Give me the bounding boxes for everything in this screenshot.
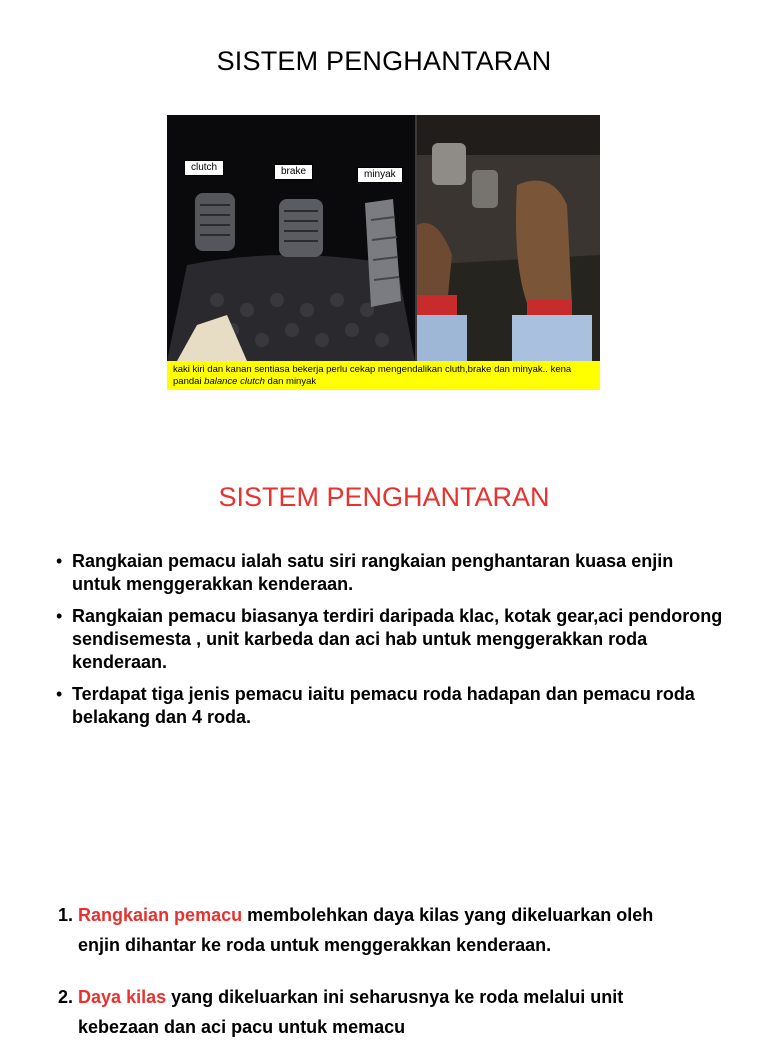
minyak-label: minyak <box>357 167 403 183</box>
bullet-text: Rangkaian pemacu ialah satu siri rangkaian penghantaran kuasa enjin untuk menggerakkan kenderaan. <box>72 551 674 594</box>
clutch-label: clutch <box>184 160 224 176</box>
pedals-illustration <box>167 115 600 390</box>
item-text-continued: kebezaan dan aci pacu untuk memacu <box>78 1017 406 1037</box>
numbered-list <box>58 900 748 1064</box>
caption-italic: balance clutch <box>204 376 265 387</box>
item-number: 1. <box>58 905 74 925</box>
slide-1 <box>0 0 768 440</box>
bullet-glyph: • <box>56 684 63 704</box>
item-text-continued: enjin dihantar ke roda untuk menggerakkan kenderaan. <box>78 935 552 955</box>
item-number: 2. <box>58 987 74 1007</box>
bullet-glyph: • <box>56 606 63 626</box>
brake-label: brake <box>274 164 313 180</box>
slide-3 <box>0 850 768 1037</box>
numbered-item-2 <box>58 982 748 1042</box>
slide-2-title: SISTEM PENGHANTARAN <box>218 482 550 512</box>
bullet-text: Rangkaian pemacu biasanya terdiri daripada klac, kotak gear,aci pendorong sendisemesta , unit karbeda dan aci hab untuk menggerakkan roda kenderaan. <box>72 606 723 672</box>
bullet-text: Terdapat tiga jenis pemacu iaitu pemacu roda hadapan dan pemacu roda belakang dan 4 roda. <box>72 684 695 727</box>
caption-text-2: dan minyak <box>264 376 317 387</box>
item-highlight: Daya kilas <box>78 987 167 1007</box>
pedals-photo <box>167 115 600 390</box>
bullet-list <box>56 550 726 738</box>
photo-caption <box>167 361 600 390</box>
bullet-item <box>56 605 726 674</box>
bullet-item <box>56 550 726 596</box>
slide-1-title: SISTEM PENGHANTARAN <box>216 46 552 76</box>
numbered-item-1 <box>58 900 748 960</box>
caption-text-1: kaki kiri dan kanan sentiasa bekerja perlu cekap mengendalikan cluth,brake dan minyak.. kena pandai <box>173 364 572 387</box>
item-highlight: Rangkaian pemacu <box>78 905 243 925</box>
item-text: yang dikeluarkan ini seharusnya ke roda melalui unit <box>166 987 624 1007</box>
item-text: membolehkan daya kilas yang dikeluarkan oleh <box>242 905 654 925</box>
slide-2 <box>0 440 768 850</box>
bullet-glyph: • <box>56 551 63 571</box>
bullet-item <box>56 683 726 729</box>
